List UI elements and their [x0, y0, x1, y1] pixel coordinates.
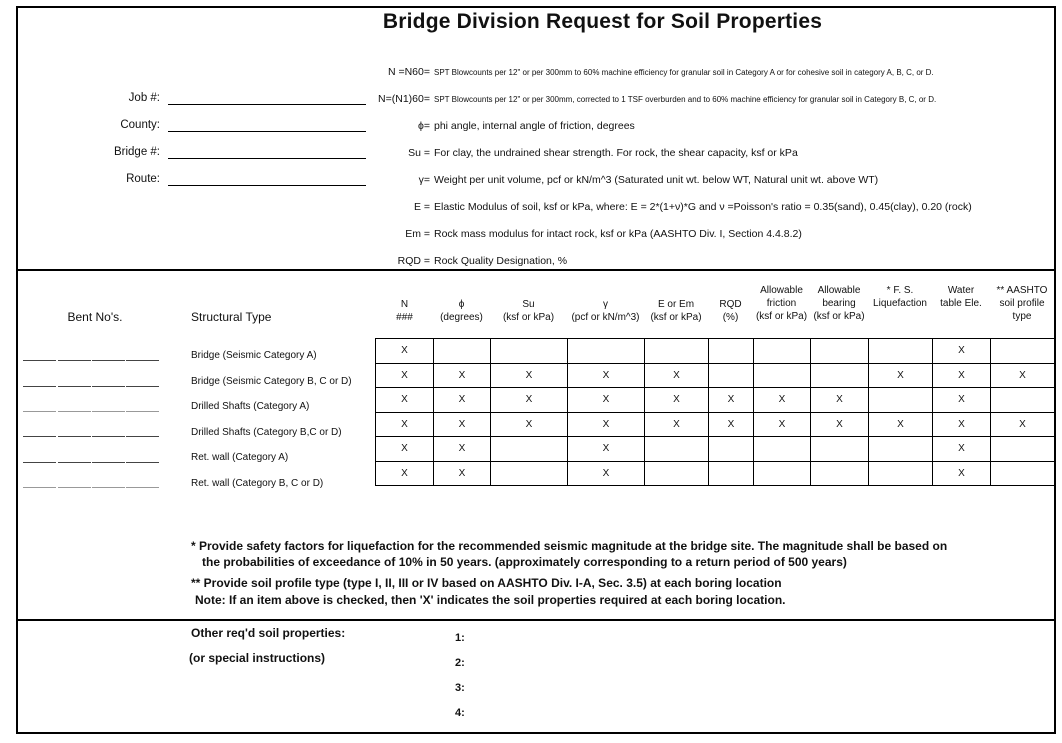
grid-cell[interactable]: X — [491, 412, 568, 437]
grid-cell[interactable] — [869, 461, 933, 486]
grid-cell[interactable] — [491, 339, 568, 364]
grid-cell[interactable] — [645, 437, 709, 462]
grid-cell[interactable]: X — [376, 339, 434, 364]
grid-cell[interactable]: X — [568, 363, 645, 388]
grid-cell[interactable]: X — [933, 412, 991, 437]
grid-cell[interactable]: X — [568, 388, 645, 413]
grid-cell[interactable] — [754, 363, 811, 388]
table-row — [376, 461, 1055, 486]
grid-cell[interactable]: X — [645, 363, 709, 388]
grid-cell[interactable] — [754, 437, 811, 462]
grid-cell[interactable] — [754, 339, 811, 364]
form-title: Bridge Division Request for Soil Properties — [382, 10, 823, 33]
grid-cell[interactable] — [491, 461, 568, 486]
grid-cell[interactable] — [869, 388, 933, 413]
grid-cell[interactable]: X — [991, 363, 1055, 388]
grid-cell[interactable] — [434, 339, 491, 364]
note-liquefaction: * Provide safety factors for liquefaction for the recommended seismic magnitude at the bridge site. The magnitude shall be based on — [191, 539, 948, 553]
definition-n60: N =N60= SPT Blowcounts per 12" or per 300mm to 60% machine efficiency for granular soil in Category A or for cohesive soil in category A, B, C, or D. — [387, 66, 934, 78]
grid-cell[interactable]: X — [869, 363, 933, 388]
row-label: Bridge (Seismic Category B, C or D) — [191, 376, 352, 387]
grid-cell[interactable] — [709, 363, 754, 388]
grid-cell[interactable]: X — [933, 339, 991, 364]
grid-cell[interactable]: X — [568, 461, 645, 486]
grid-cell[interactable] — [645, 461, 709, 486]
grid-cell[interactable] — [991, 437, 1055, 462]
grid-cell[interactable]: X — [376, 363, 434, 388]
col-header-allow-bearing: Allowable bearing (ksf or kPa) — [813, 285, 865, 322]
grid-cell[interactable]: X — [376, 412, 434, 437]
grid-cell[interactable]: X — [376, 461, 434, 486]
row-label: Ret. wall (Category A) — [191, 452, 289, 463]
grid-cell[interactable]: X — [991, 412, 1055, 437]
special-instructions-label: (or special instructions) — [189, 651, 326, 665]
col-header-gamma: γ (pcf or kN/m^3) — [571, 299, 640, 323]
grid-cell[interactable] — [754, 461, 811, 486]
section-divider-bottom — [16, 619, 1056, 621]
grid-cell[interactable]: X — [491, 388, 568, 413]
structural-type-label: Structural Type — [191, 310, 272, 324]
grid-cell[interactable]: X — [811, 412, 869, 437]
grid-cell[interactable]: X — [434, 437, 491, 462]
row-label: Drilled Shafts (Category B,C or D) — [191, 427, 342, 438]
table-row — [376, 412, 1055, 437]
definition-rqd: RQD = Rock Quality Designation, % — [397, 255, 568, 267]
col-header-e: E or Em (ksf or kPa) — [650, 299, 702, 323]
grid-cell[interactable] — [991, 339, 1055, 364]
note-liquefaction-cont: the probabilities of exceedance of 10% in 50 years. (approximately corresponding to a return period of 500 years) — [202, 555, 847, 569]
grid-cell[interactable]: X — [376, 437, 434, 462]
grid-cell[interactable] — [709, 437, 754, 462]
grid-cell[interactable]: X — [434, 412, 491, 437]
grid-cell[interactable] — [568, 339, 645, 364]
definition-em: Em = Rock mass modulus for intact rock, ksf or kPa (AASHTO Div. I, Section 4.4.8.2) — [405, 228, 802, 240]
grid-cell[interactable]: X — [434, 388, 491, 413]
definition-n160: N=(N1)60= SPT Blowcounts per 12" or per 300mm, corrected to 1 TSF overburden and to 60% machine efficiency for granular soil in Category B, C, or D. — [378, 93, 937, 105]
definition-e: E = Elastic Modulus of soil, ksf or kPa, where: E = 2*(1+ν)*G and ν =Poisson's ratio = 0.35(sand), 0.45(clay), 0.20 (rock) — [413, 201, 972, 213]
grid-cell[interactable]: X — [869, 412, 933, 437]
grid-cell[interactable] — [709, 461, 754, 486]
instruction-item[interactable]: 2: — [455, 657, 465, 669]
note-x-meaning: Note: If an item above is checked, then 'X' indicates the soil properties required at each boring location. — [195, 593, 786, 607]
bridge-input-line[interactable] — [168, 158, 366, 159]
grid-cell[interactable] — [869, 437, 933, 462]
col-header-water-table: Water table Ele. — [940, 285, 982, 309]
route-input-line[interactable] — [168, 185, 366, 186]
bridge-label: Bridge #: — [113, 146, 160, 158]
col-header-phi: ϕ (degrees) — [440, 299, 483, 323]
grid-cell[interactable] — [645, 339, 709, 364]
table-row — [376, 388, 1055, 413]
grid-cell[interactable] — [811, 339, 869, 364]
definition-phi: ϕ= phi angle, internal angle of friction, degrees — [417, 120, 635, 132]
grid-cell[interactable] — [991, 461, 1055, 486]
row-label: Ret. wall (Category B, C or D) — [191, 478, 324, 489]
note-soil-profile: ** Provide soil profile type (type I, II, III or IV based on AASHTO Div. I-A, Sec. 3.5) at each boring location — [191, 576, 782, 590]
col-header-n: N ### — [396, 299, 413, 323]
job-label: Job #: — [128, 92, 160, 104]
grid-cell[interactable]: X — [376, 388, 434, 413]
grid-cell[interactable]: X — [645, 412, 709, 437]
table-row — [376, 339, 1055, 364]
row-label: Drilled Shafts (Category A) — [191, 401, 310, 412]
soil-properties-grid — [375, 338, 1055, 486]
col-header-allow-friction: Allowable friction (ksf or kPa) — [755, 285, 808, 322]
instruction-item[interactable]: 4: — [455, 707, 465, 719]
section-divider-top — [16, 269, 1056, 271]
definition-gamma: γ= Weight per unit volume, pcf or kN/m^3 (Saturated unit wt. below WT, Natural unit wt. above WT) — [418, 174, 879, 186]
col-header-su: Su (ksf or kPa) — [502, 299, 555, 323]
grid-cell[interactable]: X — [933, 388, 991, 413]
grid-cell[interactable] — [491, 437, 568, 462]
grid-cell[interactable]: X — [645, 388, 709, 413]
col-header-liquefaction: * F. S. Liquefaction — [873, 285, 927, 309]
grid-cell[interactable]: X — [568, 437, 645, 462]
grid-cell[interactable]: X — [933, 363, 991, 388]
grid-cell[interactable]: X — [933, 461, 991, 486]
grid-cell[interactable]: X — [491, 363, 568, 388]
grid-cell[interactable]: X — [434, 363, 491, 388]
grid-cell[interactable]: X — [933, 437, 991, 462]
instruction-item[interactable]: 1: — [455, 632, 465, 644]
table-row — [376, 437, 1055, 462]
definition-su: Su = For clay, the undrained shear strength. For rock, the shear capacity, ksf or kPa — [408, 147, 798, 159]
grid-cell[interactable] — [709, 339, 754, 364]
grid-cell[interactable]: X — [754, 388, 811, 413]
grid-cell[interactable]: X — [811, 388, 869, 413]
grid-cell[interactable]: X — [709, 412, 754, 437]
bent-nos-label: Bent No's. — [67, 310, 123, 324]
row-label: Bridge (Seismic Category A) — [191, 350, 317, 361]
grid-cell[interactable]: X — [434, 461, 491, 486]
instruction-item[interactable]: 3: — [455, 682, 465, 694]
grid-cell[interactable] — [811, 461, 869, 486]
county-label: County: — [120, 119, 160, 131]
grid-cell[interactable] — [991, 388, 1055, 413]
grid-cell[interactable]: X — [709, 388, 754, 413]
grid-cell[interactable] — [811, 363, 869, 388]
county-input-line[interactable] — [168, 131, 366, 132]
grid-cell[interactable]: X — [568, 412, 645, 437]
grid-cell[interactable]: X — [754, 412, 811, 437]
grid-cell[interactable] — [811, 437, 869, 462]
job-input-line[interactable] — [168, 104, 366, 105]
col-header-aashto: ** AASHTO soil profile type — [996, 285, 1048, 322]
table-row — [376, 363, 1055, 388]
route-label: Route: — [126, 173, 160, 185]
col-header-rqd: RQD (%) — [719, 299, 742, 323]
other-properties-label: Other req'd soil properties: — [191, 626, 346, 640]
grid-cell[interactable] — [869, 339, 933, 364]
